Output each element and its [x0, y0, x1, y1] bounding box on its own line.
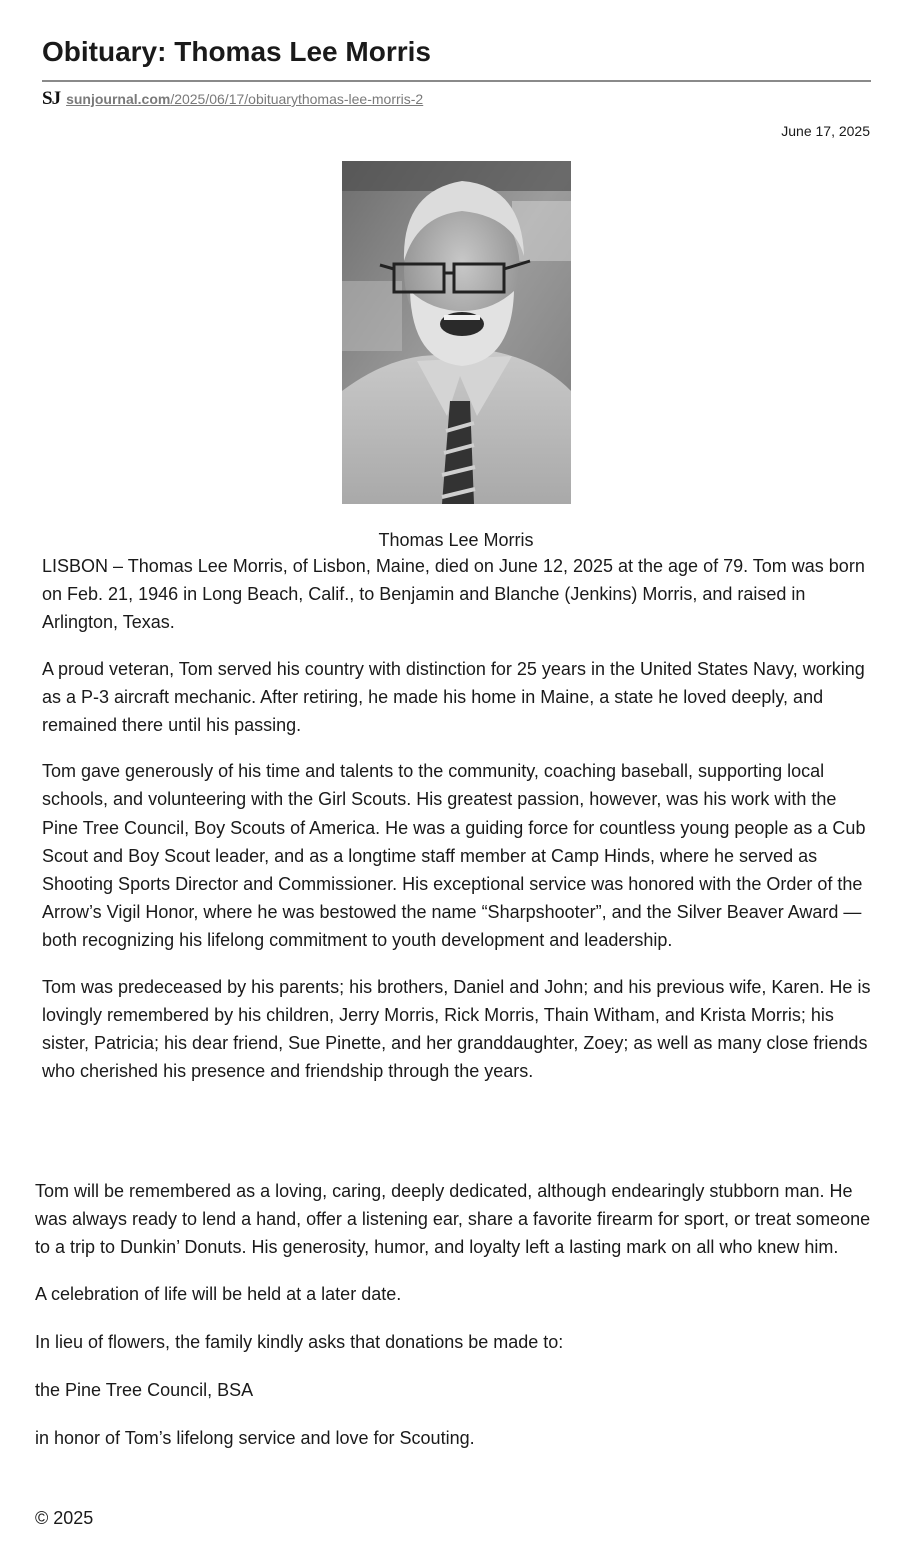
- source-url-link[interactable]: [66, 91, 423, 107]
- photo-caption: Thomas Lee Morris: [378, 530, 534, 550]
- page-title: Obituary: Thomas Lee Morris: [42, 36, 431, 67]
- title-divider: [42, 80, 871, 82]
- paragraph-donations: In lieu of flowers, the family kindly asks that donations be made to:: [35, 1331, 564, 1352]
- source-path[interactable]: /2025/06/17/obituarythomas-lee-morris-2: [170, 91, 424, 107]
- source-domain[interactable]: sunjournal.com: [66, 91, 171, 107]
- paragraph-intro: LISBON – Thomas Lee Morris, of Lisbon, Maine, died on June 12, 2025 at the age of 79. Tom was born on Feb. 21, 1946 in Long Beach, Calif., to Benjamin and Blanche (Jenkins) Morris, and raised in Arlington, Texas.: [42, 556, 865, 633]
- source-line: [42, 88, 423, 110]
- paragraph-military: A proud veteran, Tom served his country with distinction for 25 years in the United States Navy, working as a P-3 aircraft mechanic. After retiring, he made his home in Maine, a state he loved deeply, and remained there until his passing.: [42, 658, 865, 736]
- article-body-upper: [42, 552, 876, 1103]
- portrait-photo: [342, 161, 571, 504]
- paragraph-community: Tom gave generously of his time and talents to the community, coaching baseball, supporting local schools, and volunteering with the Girl Scouts. His greatest passion, however, was his work with the Pine Tree Council, Boy Scouts of America. He was a guiding force for countless young people as a Cub Scout and Boy Scout leader, and as a longtime staff member at Camp Hinds, where he served as Shooting Sports Director and Commissioner. His exceptional service was honored with the Order of the Arrow’s Vigil Honor, where he was bestowed the name “Sharpshooter”, and the Silver Beaver Award — both recognizing his lifelong commitment to youth development and leadership.: [42, 761, 866, 951]
- paragraph-remembrance: Tom will be remembered as a loving, caring, deeply dedicated, although endearingly stubborn man. He was always ready to lend a hand, offer a listening ear, share a favorite firearm for sport, or treat someone to a trip to Dunkin’ Donuts. His generosity, humor, and loyalty left a lasting mark on all who knew him.: [35, 1181, 871, 1258]
- portrait-image: [342, 161, 571, 504]
- paragraph-donation-recipient: the Pine Tree Council, BSA: [35, 1380, 254, 1401]
- article-body-lower: [35, 1177, 876, 1472]
- paragraph-family: Tom was predeceased by his parents; his brothers, Daniel and John; and his previous wife, Karen. He is lovingly remembered by his children, Jerry Morris, Rick Morris, Thain Witham, and Krista Morris; his sister, Patricia; his dear friend, Sue Pinette, and her granddaughter, Zoey; as well as many close friends who cherished his presence and friendship through the years.: [42, 976, 871, 1082]
- paragraph-celebration: A celebration of life will be held at a later date.: [35, 1283, 402, 1304]
- copyright-notice: © 2025: [35, 1508, 94, 1528]
- sun-journal-logo: SJ: [42, 88, 61, 109]
- paragraph-honor: in honor of Tom’s lifelong service and love for Scouting.: [35, 1428, 475, 1449]
- publish-date: June 17, 2025: [781, 123, 870, 139]
